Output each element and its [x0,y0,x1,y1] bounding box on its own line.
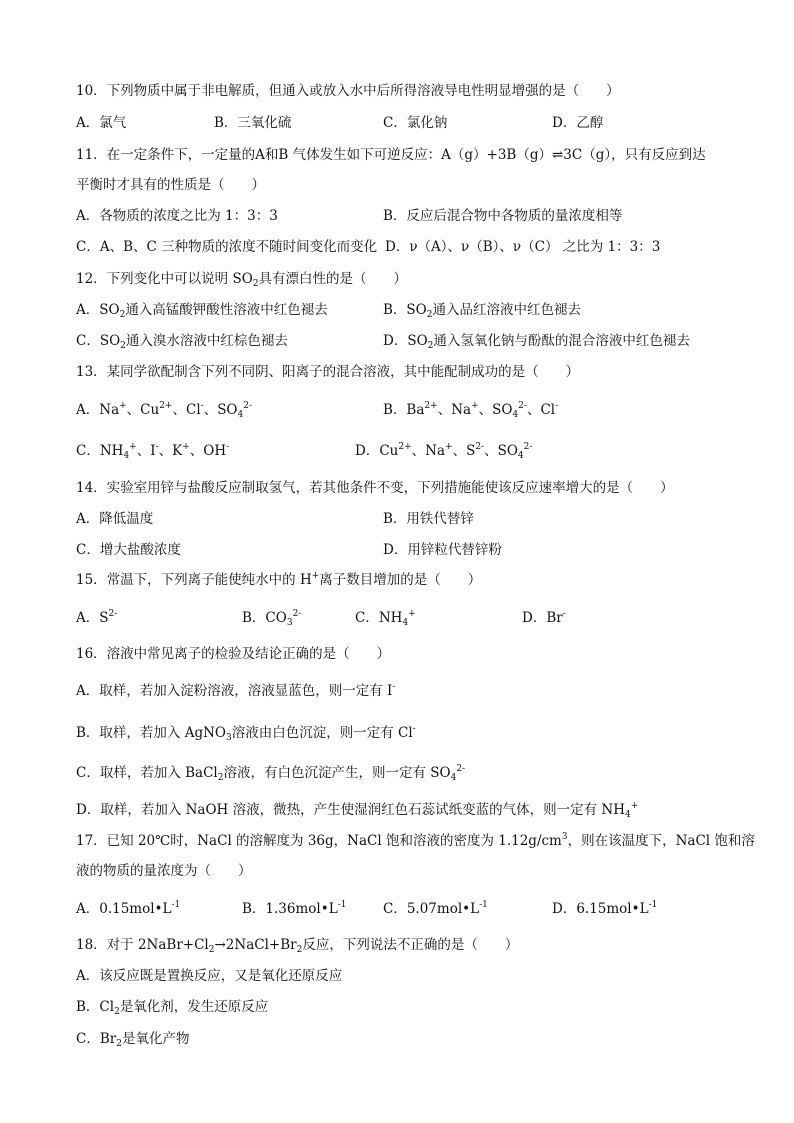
charge: + [119,401,127,411]
superscript: -1 [479,900,488,910]
q15-stem-pre: 15．常温下，下列离子能使纯水中的 H [76,572,312,588]
ion: CO [265,610,287,626]
q13-option-b [383,401,558,419]
charge: - [392,682,396,692]
subscript: 4 [237,410,244,420]
charge: 2+ [159,401,173,411]
ion: Na [425,443,446,459]
subscript: 2 [208,945,215,955]
ion: SO [492,402,513,418]
q15-option-a [76,609,117,627]
superscript: -1 [648,900,658,910]
q12-stem-sub: 2 [252,279,259,289]
q12-stem-pre: 12．下列变化中可以说明 SO [76,271,253,287]
separator: 、 [478,402,493,418]
q17-stem-post: ，则在该温度下，NaCl 饱和溶 [567,833,755,849]
q16-stem: 16．溶液中常见离子的检验及结论正确的是（ ） [76,646,391,662]
separator: 、 [437,402,452,418]
charge: - [155,442,159,452]
q17-stem-pre: 17．已知 20℃时，NaCl 的溶解度为 36g，NaCl 饱和溶液的密度为 1.12g/cm [76,833,562,849]
charge: 2+ [424,401,438,411]
q18-stem-mid: →2NaCl+Br [214,937,297,953]
charge: - [562,609,566,619]
ion: S [466,443,476,459]
subscript: 2 [114,1007,120,1017]
ion: K [172,443,183,459]
q12-b-pre: B．SO [383,302,427,318]
q16-option-c [76,764,465,782]
subscript: 4 [512,410,519,420]
ion: Cl [185,402,201,418]
ion: Cu [140,402,160,418]
subscript: 4 [402,618,409,628]
charge: + [182,442,190,452]
charge: + [408,609,416,619]
q12-c-pre: C．SO [76,333,121,349]
q15-stem-post: 离子数目增加的是（ ） [319,572,482,588]
subscript: 4 [450,773,457,783]
q18-stem [76,936,518,954]
charge: 2- [523,442,533,452]
q16-option-a [76,682,395,700]
q14-option-d: D．用锌粒代替锌粉 [383,542,502,558]
q11-stem-line1: 11．在一定条件下，一定量的A和B 气体发生如下可逆反应：A（g）+3B（g）⇌3C（g），只有反应到达 [76,147,706,163]
q18-c-post: 是氧化产物 [121,1031,190,1047]
subscript: 4 [624,810,631,820]
q18-b-post: 是氧化剂，发生还原反应 [119,999,269,1015]
ion: Cu [379,443,399,459]
q15-option-b [242,609,301,627]
q16-d-text: D．取样，若加入 NaOH 溶液，微热，产生使湿润红色石蕊试纸变蓝的气体，则一定有 NH [76,802,625,818]
q14-option-c: C．增大盐酸浓度 [76,542,181,558]
q13-option-c [76,442,229,460]
charge: + [630,801,639,811]
subscript: 4 [517,451,524,461]
q16-option-b [76,724,416,742]
q12-d-sub: 2 [427,341,434,351]
q12-a-pre: A．SO [76,302,120,318]
q12-d-pre: D．SO [383,333,428,349]
q14-option-a: A．降低温度 [76,511,154,527]
subscript: 4 [123,451,130,461]
charge: + [129,442,137,452]
q13-c-label: C． [76,443,100,459]
separator: 、 [484,443,498,459]
ion: Ba [406,402,425,418]
charge: - [555,401,559,411]
q11-option-a: A．各物质的浓度之比为 1：3：3 [76,208,278,224]
q18-stem-pre: 18．对于 2NaBr+Cl [76,937,209,953]
q16-c-pre: C．取样，若加入 BaCl [76,765,218,781]
ion: S [99,610,109,626]
q16-option-d [76,801,638,819]
q17-option-b [242,900,346,918]
q13-a-label: A． [76,402,100,418]
q12-option-a [76,301,328,319]
separator: 、 [411,443,426,459]
ion: NH [99,443,124,459]
separator: 、 [136,443,151,459]
q11-option-b: B．反应后混合物中各物质的量浓度相等 [383,208,623,224]
charge: - [412,724,416,734]
q11-stem-line2: 平衡时才具有的性质是（ ） [76,177,265,193]
q12-option-b [383,301,581,319]
q18-stem-post: 反应，下列说法不正确的是（ ） [302,937,519,953]
q17-b-text: B．1.36mol•L [242,901,338,917]
charge: - [200,401,204,411]
q10-option-d: D．乙醇 [552,115,604,131]
q15-d-label: D． [522,610,547,626]
subscript: 3 [225,733,232,743]
superscript: 3 [561,832,568,842]
q12-c-post: 通入溴水溶液中红棕色褪去 [125,333,288,349]
q12-stem-post: 具有漂白性的是（ ） [258,271,408,287]
ion: SO [217,402,238,418]
separator: 、 [158,443,173,459]
charge: 2- [243,401,253,411]
subscript: 3 [286,618,293,628]
q17-stem-line1 [76,832,755,850]
q13-option-d [355,442,532,460]
q17-d-text: D．6.15mol•L [552,901,649,917]
subscript: 2 [116,1039,122,1049]
q16-a-text: A．取样，若加入淀粉溶液，溶液显蓝色，则一定有 I [76,683,393,699]
charge: 2- [475,442,485,452]
q17-option-a [76,900,180,918]
q11-option-d: D．ν（A）、ν（B）、ν（C） 之比为 1：3：3 [385,239,661,255]
q15-b-label: B． [242,610,266,626]
ion: Cl [540,402,556,418]
charge: 2- [292,609,302,619]
q10-option-a: A．氯气 [76,115,127,131]
q11-option-c: C．A、B、C 三种物质的浓度不随时间变化而变化 [76,239,378,255]
separator: 、 [172,402,186,418]
q12-c-sub: 2 [120,341,126,351]
ion: NH [378,610,403,626]
ion: Na [451,402,472,418]
q15-c-label: C． [355,610,379,626]
q12-b-post: 通入品红溶液中红色褪去 [432,302,581,318]
q10-option-c: C．氯化钠 [383,115,448,131]
separator: 、 [203,402,218,418]
q14-option-b: B．用铁代替锌 [383,511,474,527]
charge: 2- [108,609,118,619]
charge: 2- [518,401,527,411]
q12-stem [76,270,407,288]
charge: + [445,442,453,452]
separator: 、 [526,402,541,418]
q17-option-c [383,900,488,918]
q10-stem: 10．下列物质中属于非电解质，但通入或放入水中后所得溶液导电性明显增强的是（ ） [76,83,620,99]
q12-d-post: 通入氢氧化钠与酚酞的混合溶液中红色褪去 [433,333,690,349]
q15-stem [76,571,481,589]
superscript: -1 [337,900,347,910]
q18-option-c [76,1030,189,1048]
q17-option-d [552,900,657,918]
separator: 、 [452,443,467,459]
q15-option-c [355,609,416,627]
charge: - [226,442,230,452]
q17-stem-line2: 液的物质的量浓度为（ ） [76,863,252,879]
q12-a-post: 通入高锰酸钾酸性溶液中红色褪去 [125,302,328,318]
separator: 、 [126,402,141,418]
charge: 2- [456,764,466,774]
q13-b-label: B． [383,402,407,418]
subscript: 2 [217,773,224,783]
separator: 、 [189,443,204,459]
q16-b-pre: B．取样，若加入 AgNO [76,725,226,741]
q15-option-d [522,609,566,627]
q18-option-b [76,998,268,1016]
ion: Br [546,610,563,626]
ion: I [150,443,156,459]
q16-b-post: 溶液由白色沉淀，则一定有 Cl [231,725,413,741]
ion: SO [497,443,518,459]
subscript: 2 [296,945,303,955]
q13-option-a [76,401,252,419]
q12-b-sub: 2 [426,310,433,320]
q15-a-label: A． [76,610,100,626]
q12-option-c [76,332,288,350]
q10-option-b: B．三氧化硫 [214,115,292,131]
q17-a-text: A．0.15mol•L [76,901,172,917]
charge: + [471,401,479,411]
q16-c-post: 溶液，有白色沉淀产生，则一定有 SO [223,765,451,781]
q17-c-text: C．5.07mol•L [383,901,480,917]
superscript: -1 [171,900,181,910]
charge: 2+ [398,442,412,452]
q12-a-sub: 2 [119,310,126,320]
ion: OH [203,443,227,459]
ion: Na [99,402,120,418]
q12-option-d [383,332,690,350]
q18-c-pre: C．Br [76,1031,117,1047]
q13-d-label: D． [355,443,380,459]
q18-option-a: A．该反应既是置换反应，又是氧化还原反应 [76,968,343,984]
q18-b-pre: B．Cl [76,999,115,1015]
charge: + [311,571,320,581]
q14-stem: 14．实验室用锌与盐酸反应制取氢气，若其他条件不变，下列措施能使该反应速率增大的是（ ） [76,480,674,496]
q13-stem: 13．某同学欲配制含下列不同阴、阳离子的混合溶液，其中能配制成功的是（ ） [76,364,580,380]
